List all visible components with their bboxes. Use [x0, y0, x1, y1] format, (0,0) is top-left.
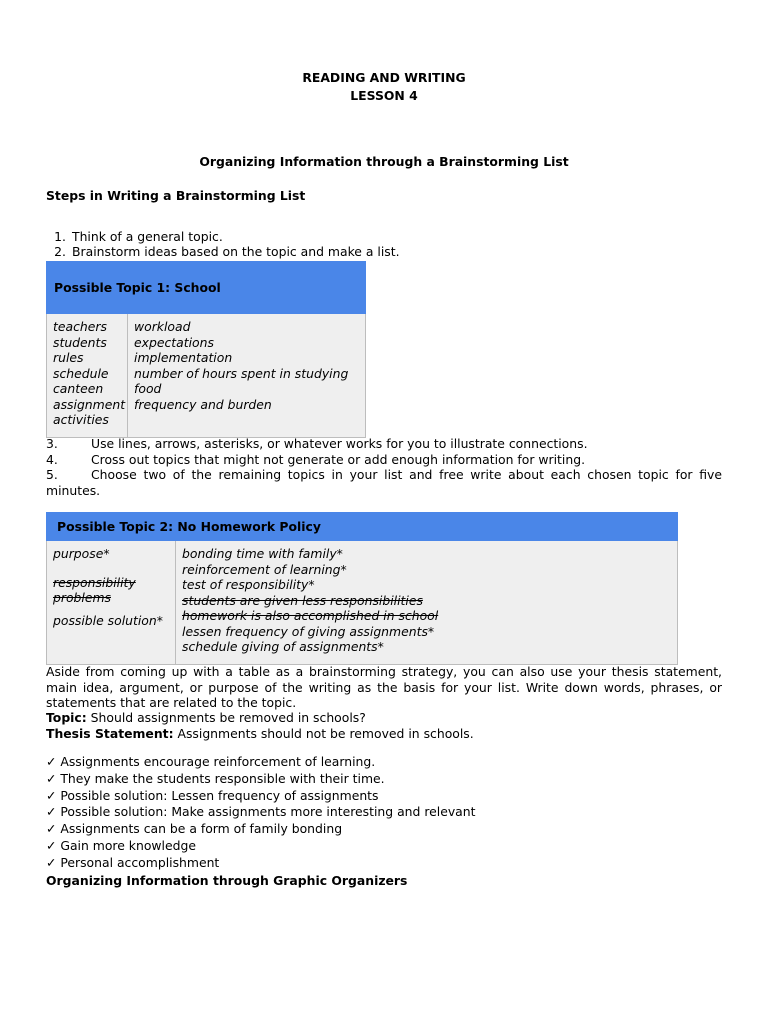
step-number: 1. [54, 229, 66, 244]
topic1-right-item: frequency and burden [134, 396, 272, 412]
topic2-table [46, 512, 678, 665]
topic2-left-item: possible solution* [53, 612, 163, 628]
topic2-right-item: bonding time with family* [182, 546, 343, 561]
topic2-right-cell [176, 541, 678, 665]
step-number: 4. [46, 451, 58, 467]
step-text: Use lines, arrows, asterisks, or whatever works for you to illustrate connections. [91, 436, 588, 451]
topic1-right-item: implementation [134, 350, 233, 365]
topic1-right-item: number of hours spent in studying [134, 365, 349, 381]
topic1-header: Possible Topic 1: School [47, 262, 366, 314]
checklist-item [46, 804, 475, 821]
thesis-value: Assignments should not be removed in schools. [173, 726, 474, 741]
step-text: Choose two of the remaining topics in your list and free write about each chosen topic for five minutes. [46, 467, 722, 498]
topic2-right-item: schedule giving of assignments* [182, 639, 384, 654]
steps-heading: Steps in Writing a Brainstorming List [46, 188, 306, 203]
lesson-number: LESSON 4 [350, 88, 418, 103]
topic1-right-cell [128, 314, 366, 438]
checklist-text: Possible solution: Make assignments more interesting and relevant [60, 804, 476, 820]
topic1-right-item: food [134, 381, 162, 396]
check-icon: ✓ [46, 754, 57, 769]
topic1-left-item: schedule [53, 365, 109, 381]
topic1-left-cell [47, 314, 128, 438]
check-icon: ✓ [46, 854, 57, 870]
topic2-header: Possible Topic 2: No Homework Policy [47, 513, 678, 541]
step-text: Think of a general topic. [72, 229, 223, 244]
topic-value: Should assignments be removed in schools? [86, 710, 366, 725]
check-icon: ✓ [46, 787, 57, 803]
checklist-item [46, 788, 475, 805]
checklist-text: Assignments encourage reinforcement of learning. [60, 754, 376, 769]
checklist-text: Possible solution: Lessen frequency of assignments [60, 787, 379, 803]
step-item [46, 436, 722, 452]
topic2-right-item: reinforcement of learning* [182, 561, 347, 577]
topic2-left-item: purpose* [53, 546, 110, 561]
step-number: 3. [46, 436, 58, 451]
step-item [46, 229, 400, 244]
checklist-item [46, 838, 475, 855]
topic1-table [46, 261, 366, 438]
checklist-text: Assignments can be a form of family bonding [60, 821, 343, 837]
checklist-item [46, 855, 475, 872]
check-icon: ✓ [46, 770, 57, 786]
topic1-left-item: canteen [53, 381, 104, 396]
topic2-left-cell [47, 541, 176, 665]
topic2-right-item-struck: students are given less responsibilities [182, 592, 423, 608]
checklist-item [46, 754, 475, 771]
topic1-left-item: teachers [53, 319, 107, 334]
step-number: 2. [54, 244, 66, 259]
thesis-line [46, 726, 474, 741]
body-paragraph: Aside from coming up with a table as a brainstorming strategy, you can also use your thesis statement, main idea, argument, or purpose of the writing as the basis for your list. Write down words, phrases, or statements that are related to the topic. [46, 664, 722, 710]
topic1-right-item: workload [134, 319, 191, 334]
step-item [46, 467, 722, 498]
topic1-left-item: assignment [53, 396, 126, 412]
checklist-text: They make the students responsible with their time. [60, 770, 385, 786]
steps-list-more [46, 436, 722, 498]
section-title: Organizing Information through a Brainstorming List [199, 154, 569, 169]
checklist [46, 754, 475, 872]
check-icon: ✓ [46, 837, 57, 853]
check-icon: ✓ [46, 804, 57, 820]
topic1-left-item: rules [53, 350, 84, 365]
steps-list-first [46, 229, 400, 259]
topic1-left-item: students [53, 334, 107, 350]
topic1-left-item: activities [53, 412, 109, 427]
checklist-item [46, 821, 475, 838]
thesis-label: Thesis Statement: [46, 726, 174, 741]
topic2-right-item-struck: homework is also accomplished in school [182, 608, 439, 623]
checklist-text: Gain more knowledge [60, 837, 196, 853]
course-title: READING AND WRITING [302, 70, 466, 85]
final-heading: Organizing Information through Graphic Organizers [46, 873, 408, 888]
topic2-right-item: lessen frequency of giving assignments* [182, 623, 435, 639]
topic1-right-item: expectations [134, 334, 214, 350]
checklist-item [46, 771, 475, 788]
topic2-right-item: test of responsibility* [182, 577, 315, 592]
step-text: Cross out topics that might not generate or add enough information for writing. [91, 451, 586, 467]
check-icon: ✓ [46, 821, 57, 837]
step-number: 5. [46, 467, 58, 482]
step-item [46, 452, 722, 468]
topic-label: Topic: [46, 710, 87, 725]
step-item [46, 244, 400, 259]
topic-line [46, 710, 366, 725]
step-text: Brainstorm ideas based on the topic and make a list. [72, 244, 400, 259]
checklist-text: Personal accomplishment [60, 854, 220, 870]
topic2-left-item-struck: responsibility problems [53, 574, 136, 605]
